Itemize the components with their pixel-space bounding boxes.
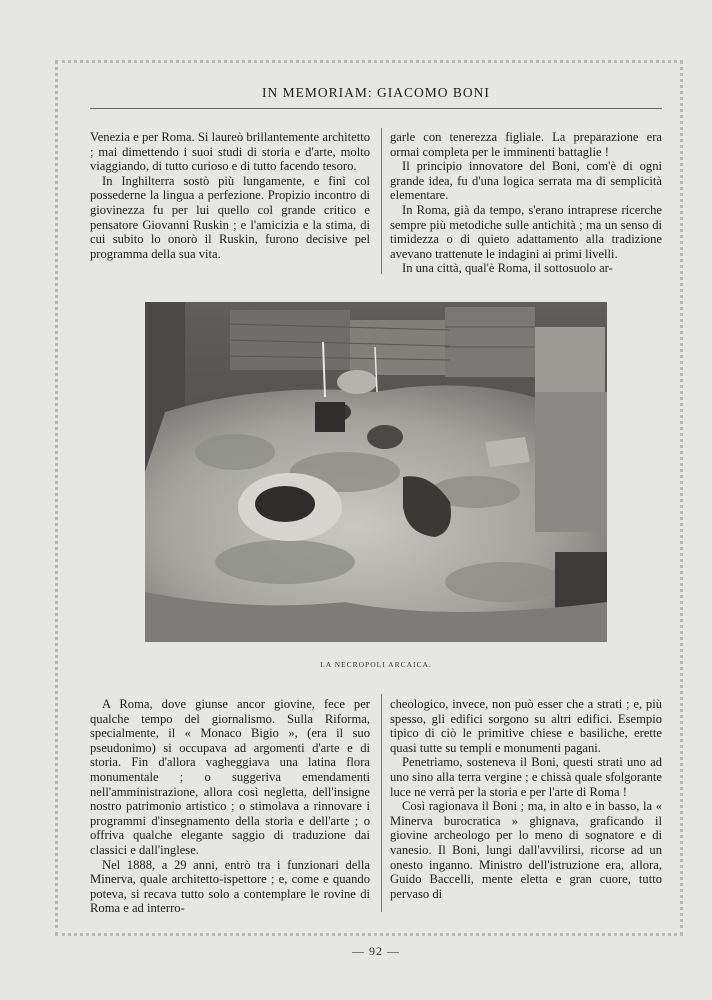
column-divider-bottom: [381, 694, 382, 912]
figure-caption: LA NECROPOLI ARCAICA.: [320, 660, 432, 669]
paragraph: Venezia e per Roma. Si laureò brillantemente architetto ; mai dimettendo i suoi studi di storia e d'arte, molto viaggiando, di tutto curioso e di tutto facendo tesoro.: [90, 130, 370, 174]
paragraph: cheologico, invece, non può esser che a strati ; e, più spesso, gli edifici sorgono su altri edifici. Esempio tipico di ciò le primitive chiese e basiliche, erette quasi tutte su templi e monumenti pagani.: [390, 697, 662, 755]
running-header: IN MEMORIAM: GIACOMO BONI: [262, 85, 490, 100]
column-bottom-left: [90, 697, 370, 916]
paragraph: Nel 1888, a 29 anni, entrò tra i funzionari della Minerva, quale architetto-ispettore ; e, come e quando poteva, si recava tutto solo a contemplare le rovine di Roma e ad interro-: [90, 857, 370, 916]
paragraph: Il principio innovatore del Boni, com'è di ogni grande idea, fu d'una logica serrata ma di semplicità elementare.: [390, 159, 662, 203]
paragraph: In Inghilterra sostò più lungamente, e finì col possederne la lingua a perfezione. Propizio incontro di giovinezza fu per lui quello col grande critico e pensatore Giovanni Ruskin ; e l'amicizia e la stima, di cui subito lo onorò il Ruskin, furono decisive pel programma della sua vita.: [90, 173, 370, 261]
page-number: — 92 —: [352, 944, 400, 958]
paragraph: In una città, qual'è Roma, il sottosuolo ar-: [402, 261, 613, 276]
column-divider-top: [381, 128, 382, 274]
paragraph: Penetriamo, sosteneva il Boni, questi strati uno ad uno sino alla terra vergine ; e chissà quale sfolgorante luce ne verrà per la storia e per l'arte di Roma !: [390, 755, 662, 799]
paragraph: garle con tenerezza figliale. La preparazione era ormai completa per le imminenti battaglie !: [390, 130, 662, 159]
paragraph: In Roma, già da tempo, s'erano intraprese ricerche sempre più metodiche sulle antichità ; ma un senso di timidezza o di quieto adattamento alla tradizione avevano trattenute le indagini ai primi livelli.: [390, 202, 662, 261]
column-bottom-right: [390, 697, 662, 901]
paragraph: Così ragionava il Boni ; ma, in alto e in basso, la « Minerva burocratica » ghignava, graficando il giovine archeologo per lo meno di sognatore e di vanesio. Il Boni, lungi dall'avvilirsi, ricorse ad un onesto inganno. Ministro dell'istruzione era, allora, Guido Baccelli, mente eletta e gran cuore, tutto pervaso di: [390, 799, 662, 901]
header-rule: [90, 108, 662, 109]
column-top-right: [390, 130, 662, 276]
column-top-left: [90, 130, 370, 261]
necropolis-photo: [145, 302, 607, 642]
paragraph: A Roma, dove giunse ancor giovine, fece per qualche tempo del giornalismo. Sulla Riforma, specialmente, il « Monaco Bigio », (era il suo pseudonimo) si occupava ad argomenti d'arte e di storia. Fin d'allora vagheggiava una latina flora monumentale ; o suggeriva emendamenti nell'amministrazione, allora così negletta, dell'insigne nostro patrimonio artistico ; o stimolava a rinnovare i programmi d'insegnamento della storia e dell'arte ; o offriva qualche elegante saggio di traduzione dai classici e dall'inglese.: [90, 697, 370, 857]
